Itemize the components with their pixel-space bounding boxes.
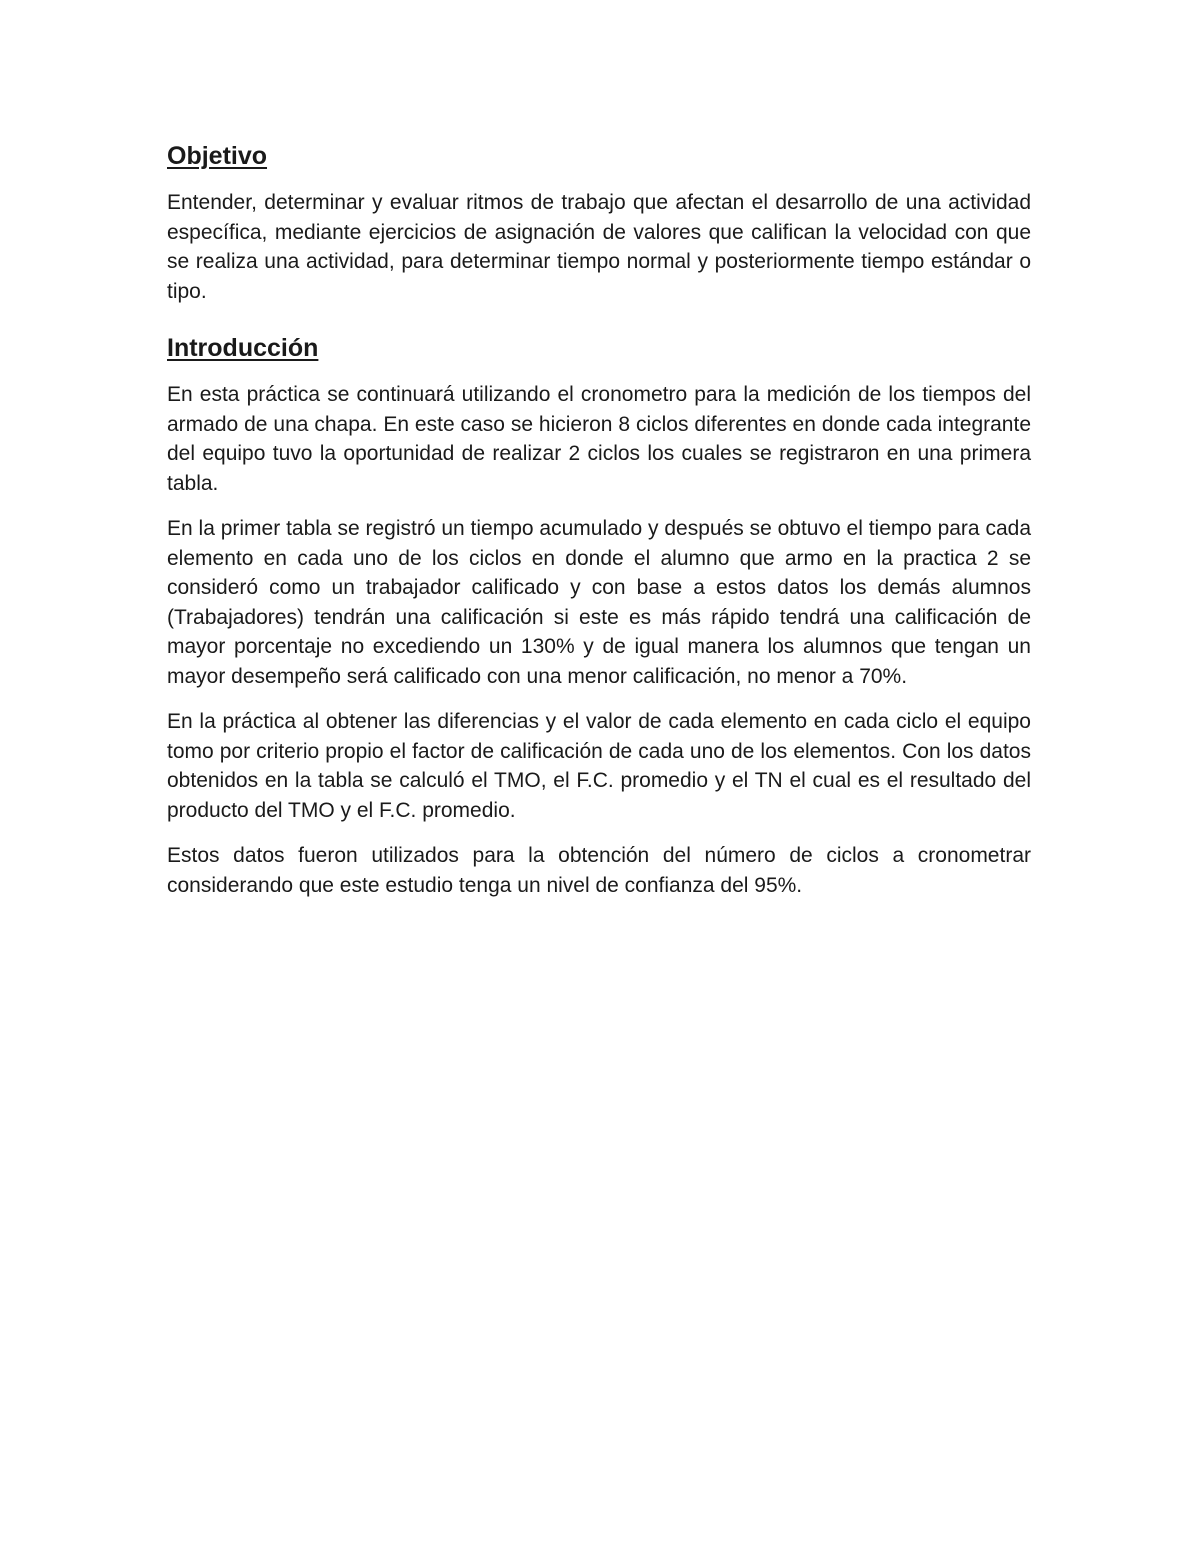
section-heading-objetivo: Objetivo [167, 142, 268, 170]
introduccion-paragraph-1: En esta práctica se continuará utilizando el cronometro para la medición de los tiempos del armado de una chapa. En este caso se hicieron 8 ciclos diferentes en donde cada integrante del equipo tuvo la oportunidad de realizar 2 ciclos los cuales se registraron en una primera tabla. [167, 383, 1031, 495]
introduccion-paragraph-3: En la práctica al obtener las diferencias y el valor de cada elemento en cada ciclo el equipo tomo por criterio propio el factor de calificación de cada uno de los elementos. Con los datos obtenidos en la tabla se calculó el TMO, el F.C. promedio y el TN el cual es el resultado del producto del TMO y el F.C. promedio. [167, 710, 1031, 822]
objetivo-paragraph: Entender, determinar y evaluar ritmos de trabajo que afectan el desarrollo de una actividad específica, mediante ejercicios de asignación de valores que califican la velocidad con que se realiza una actividad, para determinar tiempo normal y posteriormente tiempo estándar o tipo. [167, 191, 1031, 303]
introduccion-paragraph-4: Estos datos fueron utilizados para la obtención del número de ciclos a cronometrar considerando que este estudio tenga un nivel de confianza del 95%. [167, 844, 1031, 897]
document-page [167, 140, 1031, 916]
introduccion-paragraph-2: En la primer tabla se registró un tiempo acumulado y después se obtuvo el tiempo para cada elemento en cada uno de los ciclos en donde el alumno que armo en la practica 2 se consideró como un trabajador calificado y con base a estos datos los demás alumnos (Trabajadores) tendrán una calificación si este es más rápido tendrá una calificación de mayor porcentaje no excediendo un 130% y de igual manera los alumnos que tengan un mayor desempeño será calificado con una menor calificación, no menor a 70%. [167, 517, 1031, 688]
section-heading-introduccion: Introducción [167, 334, 319, 362]
